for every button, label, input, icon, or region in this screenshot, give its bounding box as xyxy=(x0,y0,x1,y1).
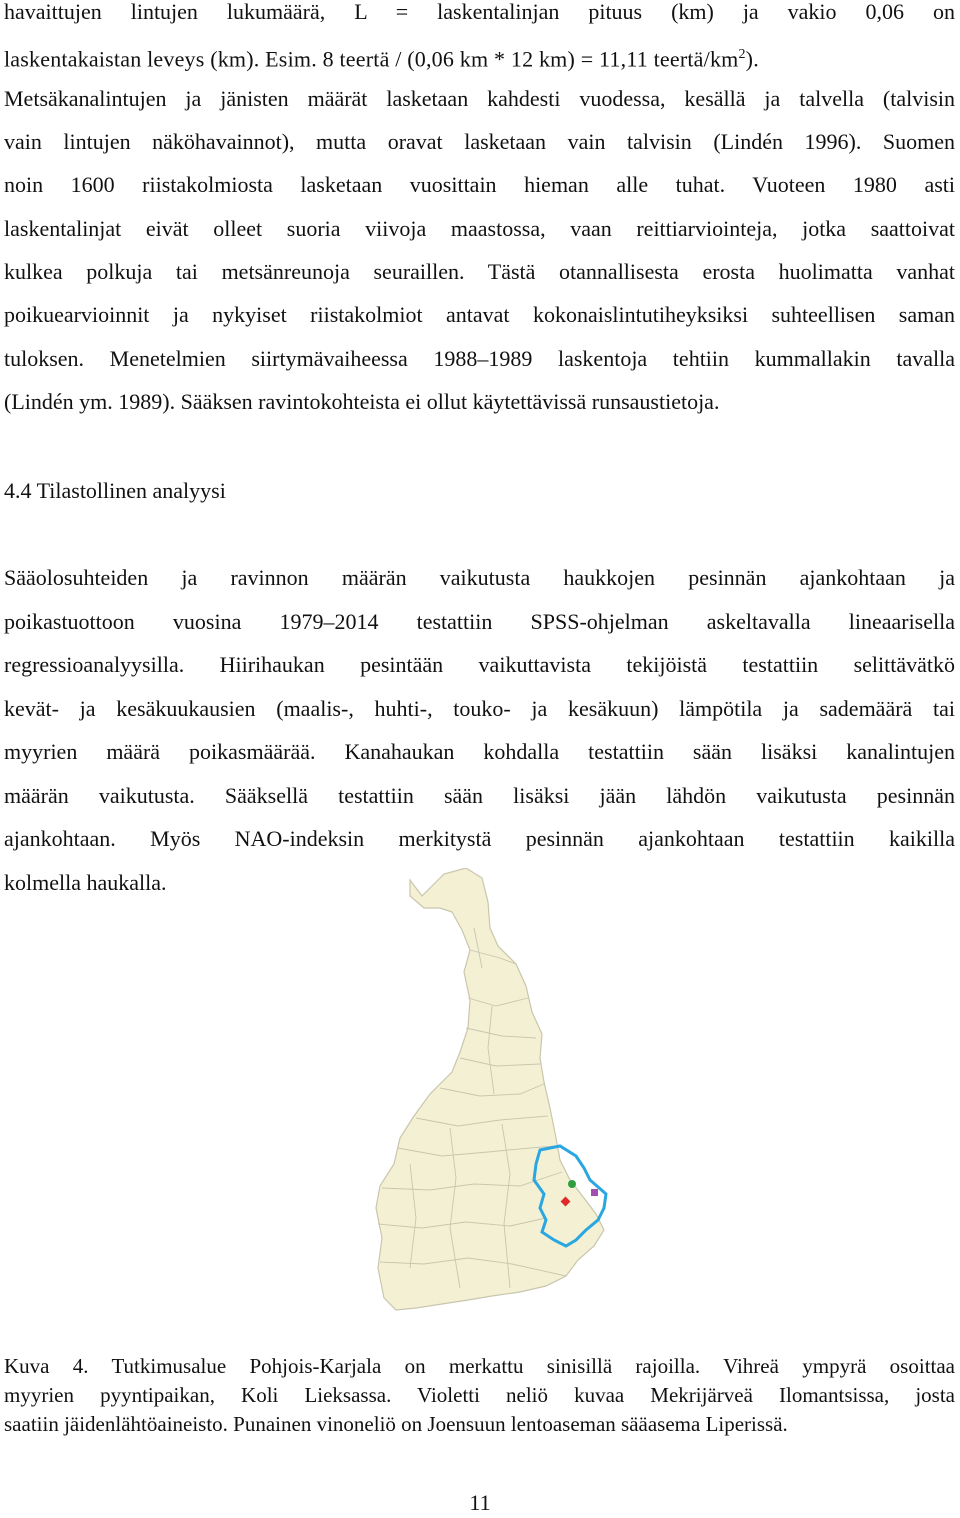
text-line: ajankohtaan. Myös NAO-indeksin merkitystä pesinnän ajankohtaan testattiin kaikilla xyxy=(4,826,955,851)
text-line: tuloksen. Menetelmien siirtymävaiheessa 1988–1989 laskentoja tehtiin kummallakin tavalla xyxy=(4,346,955,371)
text-line: myyrien määrä poikasmäärää. Kanahaukan kohdalla testattiin sään lisäksi kanalintujen xyxy=(4,739,955,764)
text-line: regressioanalyysilla. Hiirihaukan pesintään vaikuttavista tekijöistä testattiin selittävätkö xyxy=(4,652,955,677)
text-line: laskentalinjat eivät olleet suoria viivoja maastossa, vaan reittiarviointeja, jotka saattoivat xyxy=(4,216,955,241)
caption-line: myyrien pyyntipaikan, Koli Lieksassa. Violetti neliö kuvaa Mekrijärveä Ilomantsissa, josta xyxy=(4,1383,955,1407)
caption-line: Kuva 4. Tutkimusalue Pohjois-Karjala on merkattu sinisillä rajoilla. Vihreä ympyrä osoittaa xyxy=(4,1354,955,1378)
text-line: vain lintujen näköhavainnot), mutta oravat lasketaan vain talvisin (Lindén 1996). Suomen xyxy=(4,129,955,154)
caption-line: saatiin jäidenlähtöaineisto. Punainen vinoneliö on Joensuun lentoaseman sääasema Liperissä. xyxy=(4,1412,788,1436)
koli-marker xyxy=(568,1180,576,1188)
section-heading: 4.4 Tilastollinen analyysi xyxy=(4,478,226,503)
text-line: Sääolosuhteiden ja ravinnon määrän vaikutusta haukkojen pesinnän ajankohtaan ja xyxy=(4,565,955,590)
text-line: poikuearvioinnit ja nykyiset riistakolmiot antavat kokonaislintutiheyksiksi suhteellisen saman xyxy=(4,302,955,327)
text-line: noin 1600 riistakolmiosta lasketaan vuosittain hieman alle tuhat. Vuoteen 1980 asti xyxy=(4,172,955,197)
text-line: määrän vaikutusta. Sääksellä testattiin sään lisäksi jään lähdön vaikutusta pesinnän xyxy=(4,783,955,808)
text-line: kolmella haukalla. xyxy=(4,870,167,895)
text-line: laskentakaistan leveys (km). Esim. 8 teertä / (0,06 km * 12 km) = 11,11 teertä/$km^2$). xyxy=(4,46,759,72)
text-line: poikastuottoon vuosina 1979–2014 testattiin SPSS-ohjelman askeltavalla lineaarisella xyxy=(4,609,955,634)
text-line: kulkea polkuja tai metsänreunoja seuraillen. Tästä otannallisesta erosta huolimatta vanhat xyxy=(4,259,955,284)
page-number: 11 xyxy=(469,1490,491,1515)
text-line: Metsäkanalintujen ja jänisten määrät lasketaan kahdesti vuodessa, kesällä ja talvella (talvisin xyxy=(4,86,955,111)
finland-map xyxy=(370,868,615,1323)
text-line: havaittujen lintujen lukumäärä, L = laskentalinjan pituus (km) ja vakio 0,06 on xyxy=(4,0,955,24)
mekrijarvi-marker xyxy=(591,1189,598,1196)
text-line: kevät- ja kesäkuukausien (maalis-, huhti-, touko- ja kesäkuun) lämpötila ja sademäärä tai xyxy=(4,696,955,721)
text-line: (Lindén ym. 1989). Sääksen ravintokohteista ei ollut käytettävissä runsaustietoja. xyxy=(4,389,720,414)
